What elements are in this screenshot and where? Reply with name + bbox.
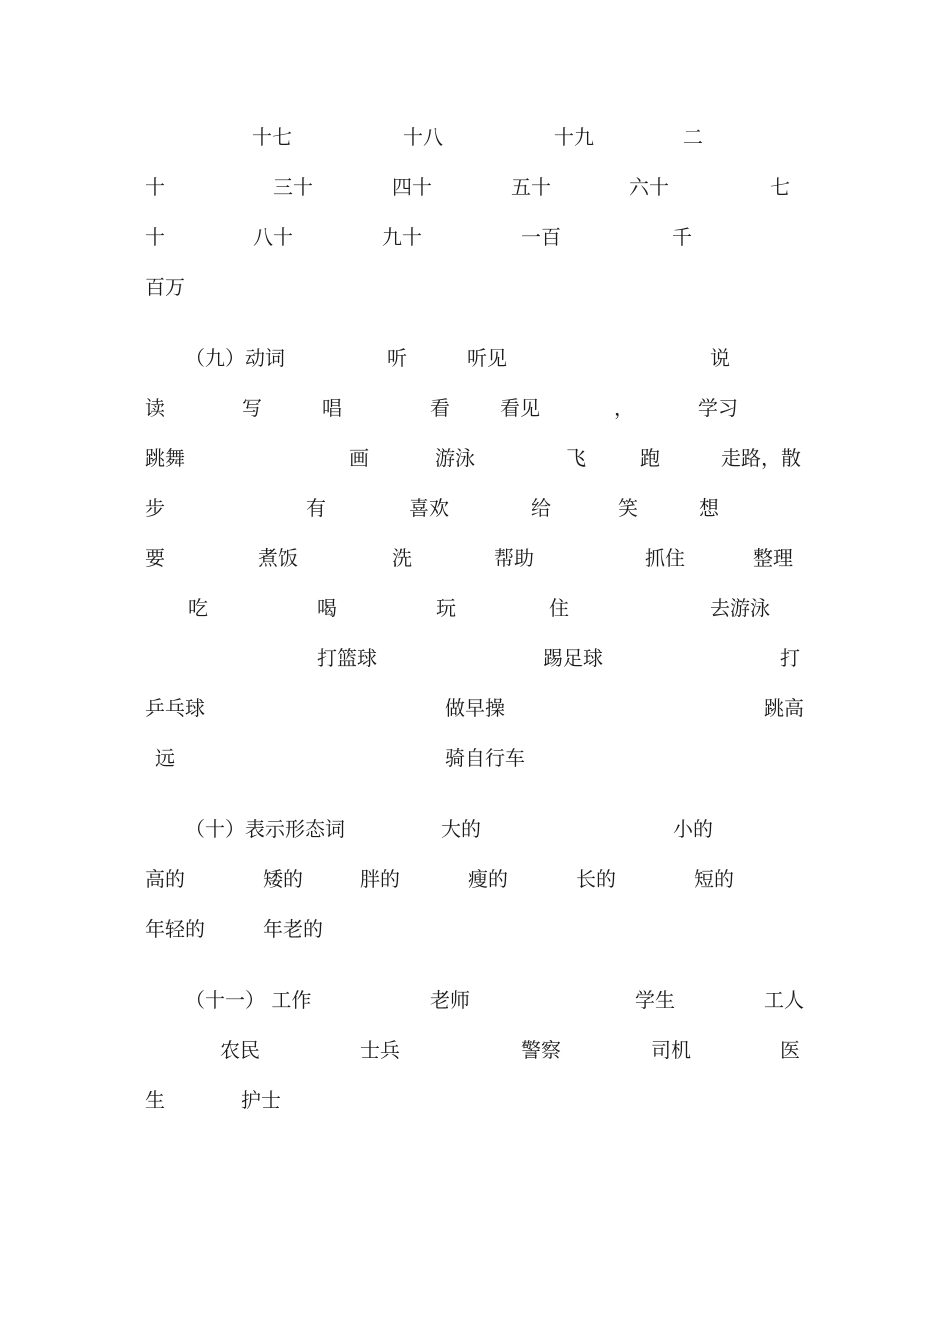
- word: 步: [145, 496, 165, 520]
- word: 飞: [566, 446, 586, 470]
- word: 一百: [521, 225, 561, 249]
- word: 游泳: [435, 446, 475, 470]
- word: 五十: [511, 175, 551, 199]
- word: 十九: [554, 125, 594, 149]
- word: 高的: [145, 867, 185, 891]
- word: 二: [683, 125, 703, 149]
- word: 三十: [273, 175, 313, 199]
- word: 看见: [500, 396, 540, 420]
- word: ，: [614, 396, 634, 420]
- word: 胖的: [360, 867, 400, 891]
- word: 十八: [403, 125, 443, 149]
- word: 护士: [241, 1088, 281, 1112]
- word: 做早操: [445, 696, 505, 720]
- word: 十七: [252, 125, 292, 149]
- word: 打篮球: [317, 646, 377, 670]
- word: 工人: [764, 988, 804, 1012]
- word: 大的: [441, 817, 481, 841]
- word: 整理: [753, 546, 793, 570]
- section-heading: （九）动词: [185, 346, 285, 370]
- word: 吃: [188, 596, 208, 620]
- word: 给: [531, 496, 551, 520]
- word: 短的: [694, 867, 734, 891]
- word: 学习: [698, 396, 738, 420]
- word: 矮的: [263, 867, 303, 891]
- word: 读: [145, 396, 165, 420]
- word: 洗: [392, 546, 412, 570]
- word: 看: [430, 396, 450, 420]
- word: 老师: [430, 988, 470, 1012]
- section-heading: （十）表示形态词: [185, 817, 345, 841]
- word: 抓住: [645, 546, 685, 570]
- word: 年老的: [263, 917, 323, 941]
- word: 小的: [673, 817, 713, 841]
- word: 十: [145, 225, 165, 249]
- word: 十: [145, 175, 165, 199]
- word: 听: [387, 346, 407, 370]
- word: 喝: [317, 596, 337, 620]
- word: 跑: [640, 446, 660, 470]
- word: 八十: [253, 225, 293, 249]
- word: 想: [699, 496, 719, 520]
- section-heading: （十一） 工作: [185, 988, 312, 1012]
- word: 住: [549, 596, 569, 620]
- word: 玩: [436, 596, 456, 620]
- word: 骑自行车: [445, 746, 525, 770]
- word: 说: [710, 346, 730, 370]
- word: 瘦的: [468, 867, 508, 891]
- word: 笑: [618, 496, 638, 520]
- word: 煮饭: [258, 546, 298, 570]
- word: 医: [780, 1038, 800, 1062]
- word: 九十: [382, 225, 422, 249]
- word: 写: [242, 396, 262, 420]
- word: 四十: [392, 175, 432, 199]
- word: 七: [770, 175, 790, 199]
- word: 士兵: [360, 1038, 400, 1062]
- word: 有: [306, 496, 326, 520]
- word: 打: [780, 646, 800, 670]
- word: 农民: [220, 1038, 260, 1062]
- word: 百万: [145, 275, 185, 299]
- word: 乒乓球: [145, 696, 205, 720]
- word: 学生: [635, 988, 675, 1012]
- word: 帮助: [494, 546, 534, 570]
- word: 走路，散: [721, 446, 801, 470]
- word: 唱: [322, 396, 342, 420]
- word: 跳舞: [145, 446, 185, 470]
- word: 喜欢: [409, 496, 449, 520]
- word: 远: [155, 746, 175, 770]
- word: 踢足球: [543, 646, 603, 670]
- word: 千: [672, 225, 692, 249]
- word: 生: [145, 1088, 165, 1112]
- word: 听见: [467, 346, 507, 370]
- word: 司机: [651, 1038, 691, 1062]
- word: 六十: [629, 175, 669, 199]
- word: 要: [145, 546, 165, 570]
- word: 去游泳: [710, 596, 770, 620]
- word: 跳高: [764, 696, 804, 720]
- word: 长的: [576, 867, 616, 891]
- word: 年轻的: [145, 917, 205, 941]
- word: 画: [349, 446, 369, 470]
- word: 警察: [521, 1038, 561, 1062]
